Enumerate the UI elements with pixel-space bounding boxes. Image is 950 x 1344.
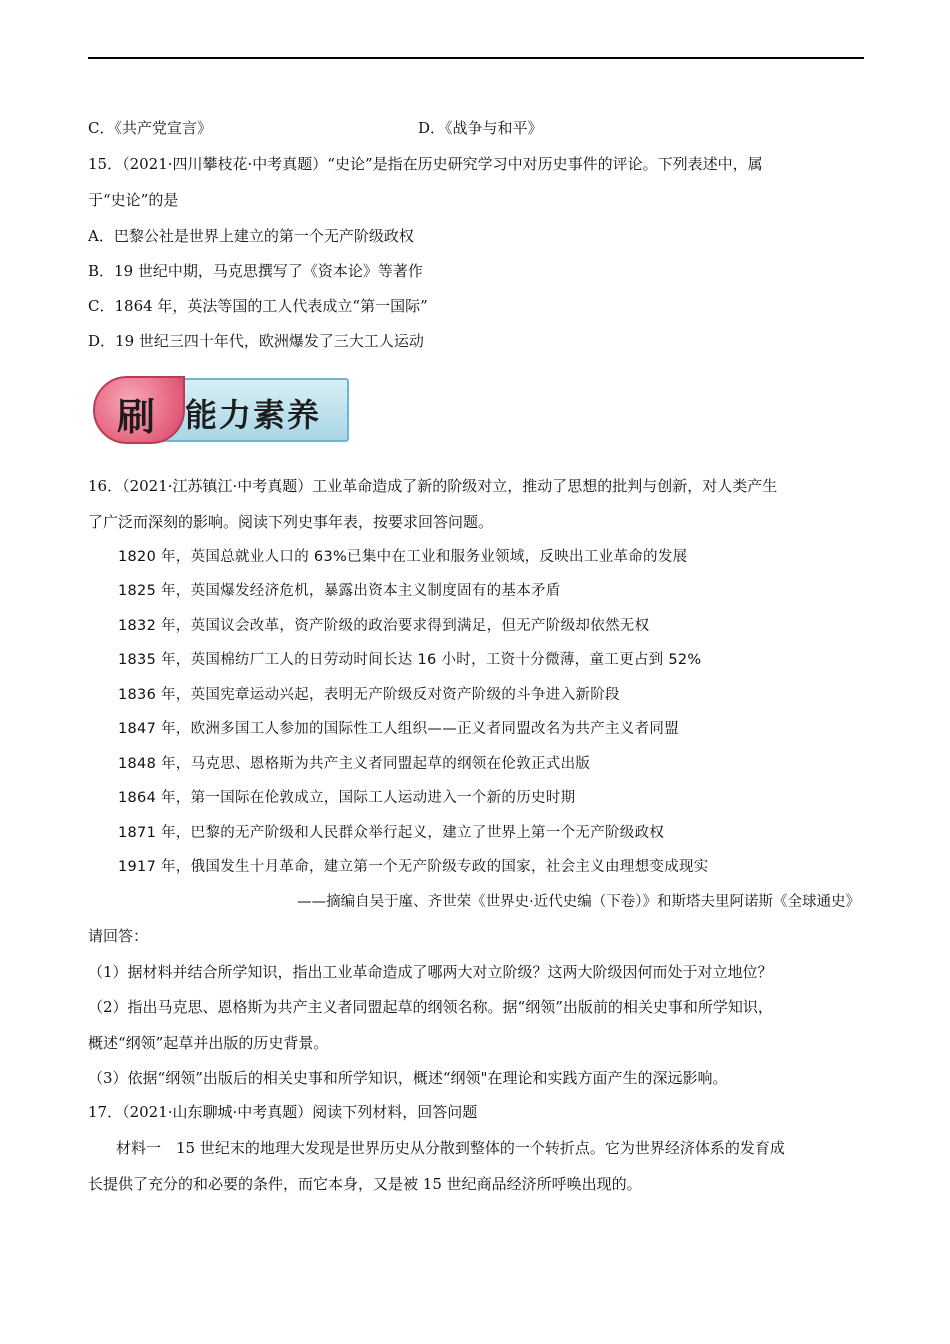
q14-option-c: C．《共产党宣言》	[88, 119, 212, 137]
timeline-item: 1832 年，英国议会改革，资产阶级的政治要求得到满足，但无产阶级却依然无权	[118, 618, 650, 634]
q16-stem-line2: 了广泛而深刻的影响。阅读下列史事年表，按要求回答问题。	[88, 513, 494, 531]
timeline-item: 1820 年，英国总就业人口的 63%已集中在工业和服务业领域，反映出工业革命的发展	[118, 549, 688, 565]
timeline-item: 1847 年，欧洲多国工人参加的国际性工人组织——正义者同盟改名为共产主义者同盟	[118, 721, 680, 737]
q15-stem-line1: 15．（2021·四川攀枝花·中考真题）“史论”是指在历史研究学习中对历史事件的评论。下列表述中，属	[88, 155, 763, 173]
q16-question-1: （1）据材料并结合所学知识，指出工业革命造成了哪两大对立阶级？这两大阶级因何而处于对立地位？	[88, 963, 773, 981]
q15-option-d: D．19 世纪三四十年代，欧洲爆发了三大工人运动	[88, 332, 424, 350]
q16-prompt: 请回答：	[88, 927, 149, 945]
timeline-item: 1836 年，英国宪章运动兴起，表明无产阶级反对资产阶级的斗争进入新阶段	[118, 687, 620, 703]
banner-badge-char: 刷	[117, 395, 156, 439]
timeline-item: 1864 年，第一国际在伦敦成立，国际工人运动进入一个新的历史时期	[118, 790, 576, 806]
timeline-item: 1825 年，英国爆发经济危机，暴露出资本主义制度固有的基本矛盾	[118, 583, 561, 599]
q15-option-b: B．19 世纪中期，马克思撰写了《资本论》等著作	[88, 262, 423, 280]
q15-stem-line2: 于“史论”的是	[88, 191, 179, 209]
q17-material1-line1: 材料一 15 世纪末的地理大发现是世界历史从分散到整体的一个转折点。它为世界经济体系的发育成	[116, 1139, 785, 1157]
q17-stem: 17．（2021·山东聊城·中考真题）阅读下列材料，回答问题	[88, 1103, 478, 1121]
timeline-item: 1848 年，马克思、恩格斯为共产主义者同盟起草的纲领在伦敦正式出版	[118, 756, 591, 772]
timeline-item: 1871 年，巴黎的无产阶级和人民群众举行起义，建立了世界上第一个无产阶级政权	[118, 825, 665, 841]
q15-option-a: A．巴黎公社是世界上建立的第一个无产阶级政权	[88, 227, 414, 245]
timeline-item: 1917 年，俄国发生十月革命，建立第一个无产阶级专政的国家，社会主义由理想变成现实	[118, 859, 709, 875]
q17-material1-line2: 长提供了充分的和必要的条件，而它本身，又是被 15 世纪商品经济所呼唤出现的。	[88, 1175, 642, 1193]
header-rule	[88, 57, 864, 59]
section-banner	[93, 376, 351, 444]
q16-question-3: （3）依据“纲领”出版后的相关史事和所学知识，概述“纲领"在理论和实践方面产生的深远影响。	[88, 1069, 728, 1087]
banner-title: 能力素养	[185, 396, 322, 434]
q15-option-c: C．1864 年，英法等国的工人代表成立“第一国际”	[88, 297, 428, 315]
timeline-source: ——摘编自吴于廑、齐世荣《世界史·近代史编（下卷）》和斯塔夫里阿诺斯《全球通史》	[297, 894, 860, 910]
timeline-item: 1835 年，英国棉纺厂工人的日劳动时间长达 16 小时，工资十分微薄，童工更占到 52%	[118, 652, 702, 668]
q14-option-d: D．《战争与和平》	[418, 119, 543, 137]
q16-stem-line1: 16．（2021·江苏镇江·中考真题）工业革命造成了新的阶级对立，推动了思想的批判与创新，对人类产生	[88, 477, 778, 495]
q16-question-2-cont: 概述“纲领”起草并出版的历史背景。	[88, 1034, 329, 1052]
q16-question-2: （2）指出马克思、恩格斯为共产主义者同盟起草的纲领名称。据“纲领”出版前的相关史事和所学知识，	[88, 998, 773, 1016]
